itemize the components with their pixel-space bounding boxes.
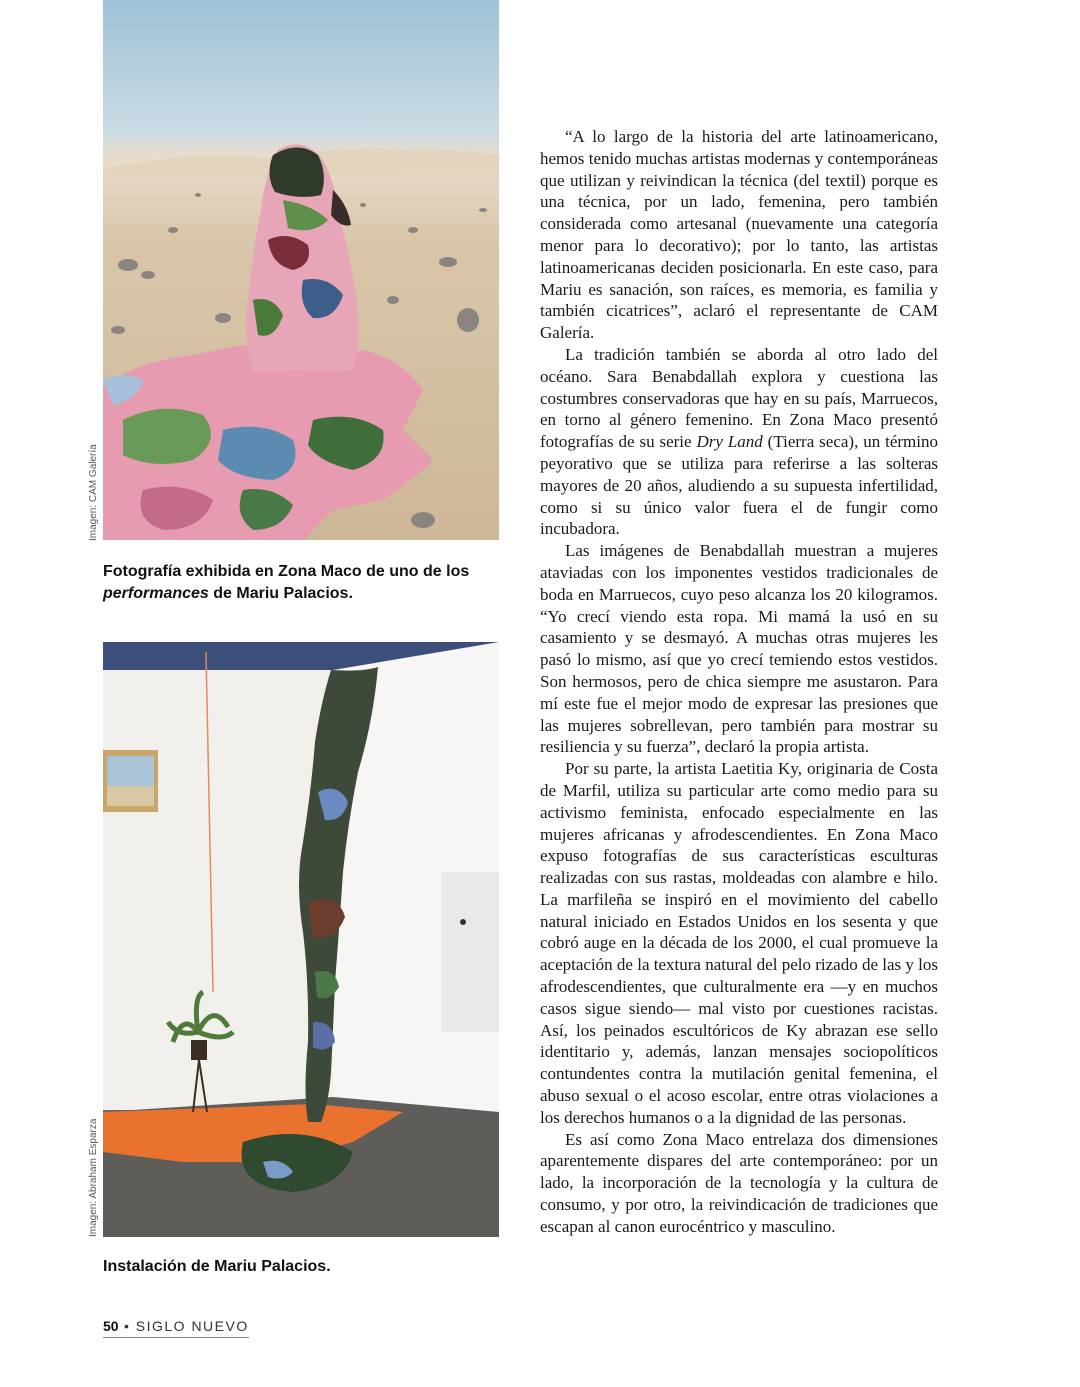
page-number: 50: [103, 1318, 119, 1334]
footer-separator: •: [123, 1318, 131, 1334]
paragraph-3: Las imágenes de Benabdallah muestran a mujeres ataviadas con los imponentes vestidos tradicionales de boda en Marruecos, cuyo peso alcanza los 20 kilogramos. “Yo crecí viendo esta ropa. Mi mamá la usó en su casamiento y se desmayó. A muchas otras mujeres les pasó lo mismo, así que yo crecí temiendo estos vestidos. Son hermosos, pero de chica siempre me asustaron. Para mí este fue el mejor modo de expresar las presiones que las mujeres sobrellevan, pero también para mostrar su resiliencia y su fuerza”, declaró la propia artista.: [540, 541, 938, 757]
paragraph-2-a: La tradición también se aborda al otro lado del océano. Sara Benabdallah explora y cuestiona las costumbres conservadoras que hay en su país, Marruecos, en torno al género femenino. En Zona Maco presentó fotografías de su serie: [540, 344, 938, 452]
paragraph-2: [540, 344, 938, 540]
caption-1-emphasis: performances: [103, 585, 209, 602]
paragraph-5: Es así como Zona Maco entrelaza dos dimensiones aparentemente dispares del arte contemporáneo: por un lado, la incorporación de la tecnología y la cultura de consumo, y por otro, la reivindicación de tradiciones que escapan al canon eurocéntrico y masculino.: [540, 1129, 938, 1236]
magazine-name: SIGLO NUEVO: [135, 1318, 249, 1334]
installation-photo: [103, 642, 499, 1237]
paragraph-2-b: (Tierra seca), un término peyorativo que se utiliza para referirse a las solteras mayores de 20 años, aludiendo a su supuesta infertilidad, como si su único valor fuera el de fungir como incubadora.: [540, 432, 938, 539]
desert-performance-image: [103, 0, 499, 540]
article-body: [540, 126, 938, 1238]
series-title: Dry Land: [696, 432, 763, 452]
photo-credit-1: Imagen: CAM Galería: [88, 444, 99, 541]
caption-1-text-a: Fotografía exhibida en Zona Maco de uno de los: [103, 563, 470, 580]
caption-1-text-b: de Mariu Palacios.: [208, 585, 353, 602]
paragraph-4: Por su parte, la artista Laetitia Ky, originaria de Costa de Marfil, utiliza su particular arte como medio para su activismo feminista, enfocado especialmente en las mujeres africanas y afrodescendientes. En Zona Maco expuso fotografías de sus características esculturas realizadas con sus rastas, moldeadas con alambre e hilo. La marfileña se inspiró en el movimiento del cabello natural iniciado en Estados Unidos en los sesenta y que cobró auge en la década de los 2000, el cual promueve la aceptación de la textura natural del pelo rizado de las y los afrodescendientes, que culturalmente era —y en muchos casos sigue siendo— mal visto por cuestiones racistas. Así, los peinados escultóricos de Ky abrazan ese sello identitario y, además, lanzan mensajes sociopolíticos contundentes contra la mutilación genital femenina, el abuso sexual o el acoso escolar, entre otras violaciones a los derechos humanos o a la dignidad de las personas.: [540, 759, 938, 1127]
photo-caption-1: [103, 561, 503, 605]
paragraph-1: “A lo largo de la historia del arte latinoamericano, hemos tenido muchas artistas modernas y contemporáneas que utilizan y reivindican la técnica (del textil) porque es una técnica, por un lado, femenina, pero también considerada como artesanal (nuevamente una categoría menor para lo decorativo); por lo tanto, las artistas latinoamericanas deciden posicionarla. En este caso, para Mariu es sanación, son raíces, es memoria, es familia y también cicatrices”, aclaró el representante de CAM Galería.: [540, 127, 938, 343]
installation-image: [103, 642, 499, 1237]
photo-credit-2: Imagen: Abraham Esparza: [88, 1118, 99, 1237]
photo-caption-2: Instalación de Mariu Palacios.: [103, 1258, 331, 1275]
page-footer: [103, 1318, 249, 1338]
performance-photo: [103, 0, 499, 540]
